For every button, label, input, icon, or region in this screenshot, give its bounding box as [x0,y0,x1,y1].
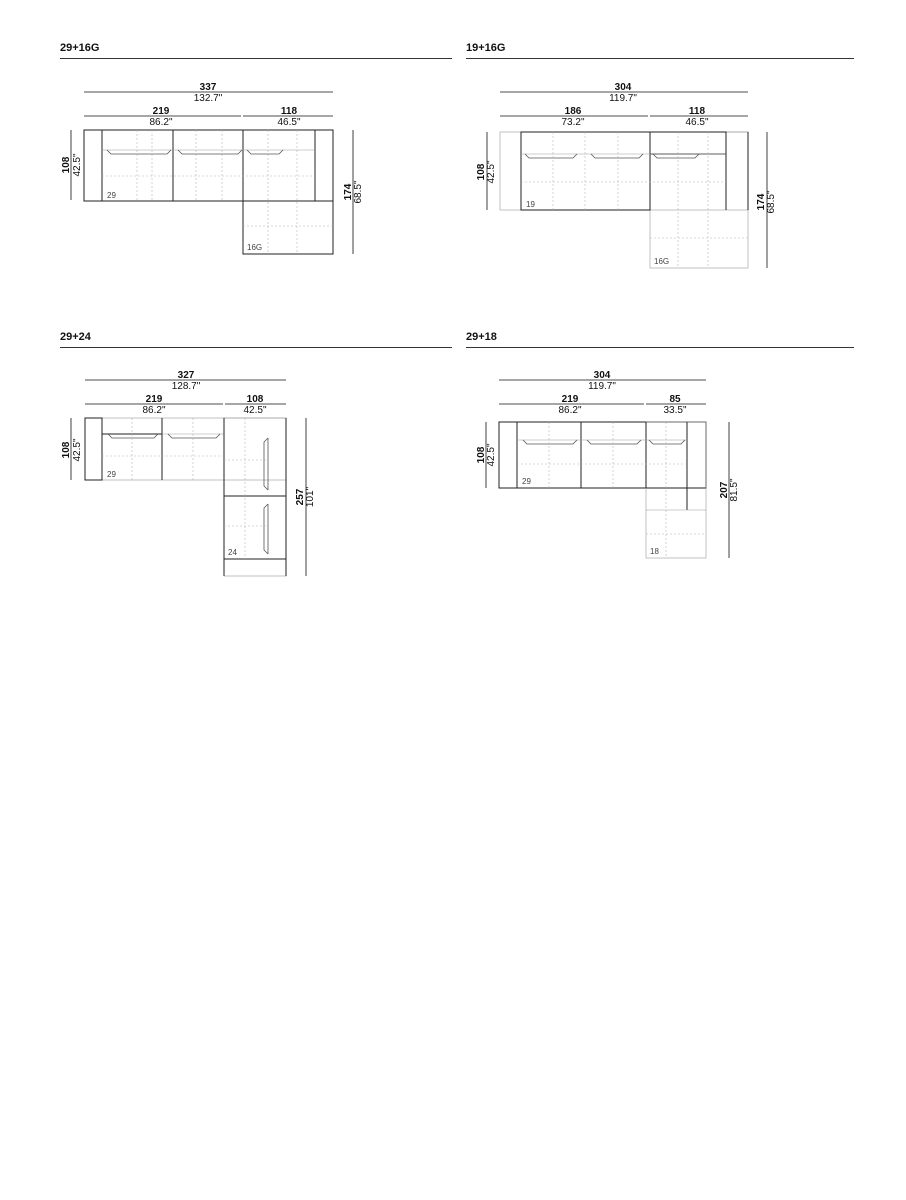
length-in: 101" [305,486,316,508]
seg2-width-cm: 118 [688,106,706,117]
length-cm: 257 [295,488,306,506]
seg2-width-in: 46.5" [685,117,709,128]
seg1-width-cm: 219 [561,394,579,405]
depth-cm: 108 [476,446,487,464]
panel-title: 29+16G [60,42,100,54]
depth-in: 42.5" [72,438,83,462]
panel-title: 29+18 [466,331,497,343]
module-label-b: 24 [228,548,237,557]
sofa-diagram-19-16g [453,0,893,300]
module-label-a: 29 [522,477,531,486]
overall-width-cm: 304 [614,82,632,93]
seg1-width-in: 86.2" [558,405,582,416]
overall-width-cm: 304 [593,370,611,381]
overall-width-cm: 327 [177,370,195,381]
seg1-width-cm: 186 [564,106,582,117]
seg2-width-cm: 118 [280,106,298,117]
seg2-width-in: 33.5" [663,405,687,416]
depth-cm: 108 [476,163,487,181]
length-cm: 174 [756,193,767,211]
sofa-plan [499,422,706,558]
sofa-diagram-29-18 [453,300,893,590]
seg2-width-cm: 85 [669,394,681,405]
sofa-plan [500,132,748,268]
module-label-a: 29 [107,470,116,479]
module-label-b: 16G [654,257,670,266]
seg1-width-cm: 219 [145,394,163,405]
depth-in: 42.5" [486,160,497,184]
length-in: 68.5" [766,190,777,214]
overall-width-in: 119.7" [588,381,616,392]
seg1-width-in: 73.2" [561,117,585,128]
seg2-width-cm: 108 [246,394,264,405]
seg1-width-cm: 219 [152,106,170,117]
overall-width-in: 132.7" [193,93,223,104]
module-label-b: 16G [247,243,263,252]
module-label-b: 18 [650,547,659,556]
seg2-width-in: 42.5" [243,405,267,416]
depth-in: 42.5" [72,153,83,177]
sofa-diagram-29-24 [0,300,453,590]
sofa-diagram-29-16g [0,0,453,300]
depth-cm: 108 [61,441,72,459]
overall-width-in: 119.7" [609,93,637,104]
seg1-width-in: 86.2" [142,405,166,416]
panel-title: 29+24 [60,331,91,343]
module-label-a: 19 [526,200,535,209]
module-label-a: 29 [107,191,116,200]
panel-title: 19+16G [466,42,506,54]
length-cm: 174 [343,183,354,201]
overall-width-cm: 337 [199,82,217,93]
sofa-plan [84,130,333,254]
length-in: 68.5" [353,180,364,204]
seg2-width-in: 46.5" [277,117,301,128]
depth-cm: 108 [61,156,72,174]
depth-in: 42.5" [486,443,497,467]
seg1-width-in: 86.2" [149,117,173,128]
overall-width-in: 128.7" [171,381,201,392]
sofa-plan [85,418,286,576]
length-in: 81.5" [729,478,740,502]
length-cm: 207 [719,481,730,499]
